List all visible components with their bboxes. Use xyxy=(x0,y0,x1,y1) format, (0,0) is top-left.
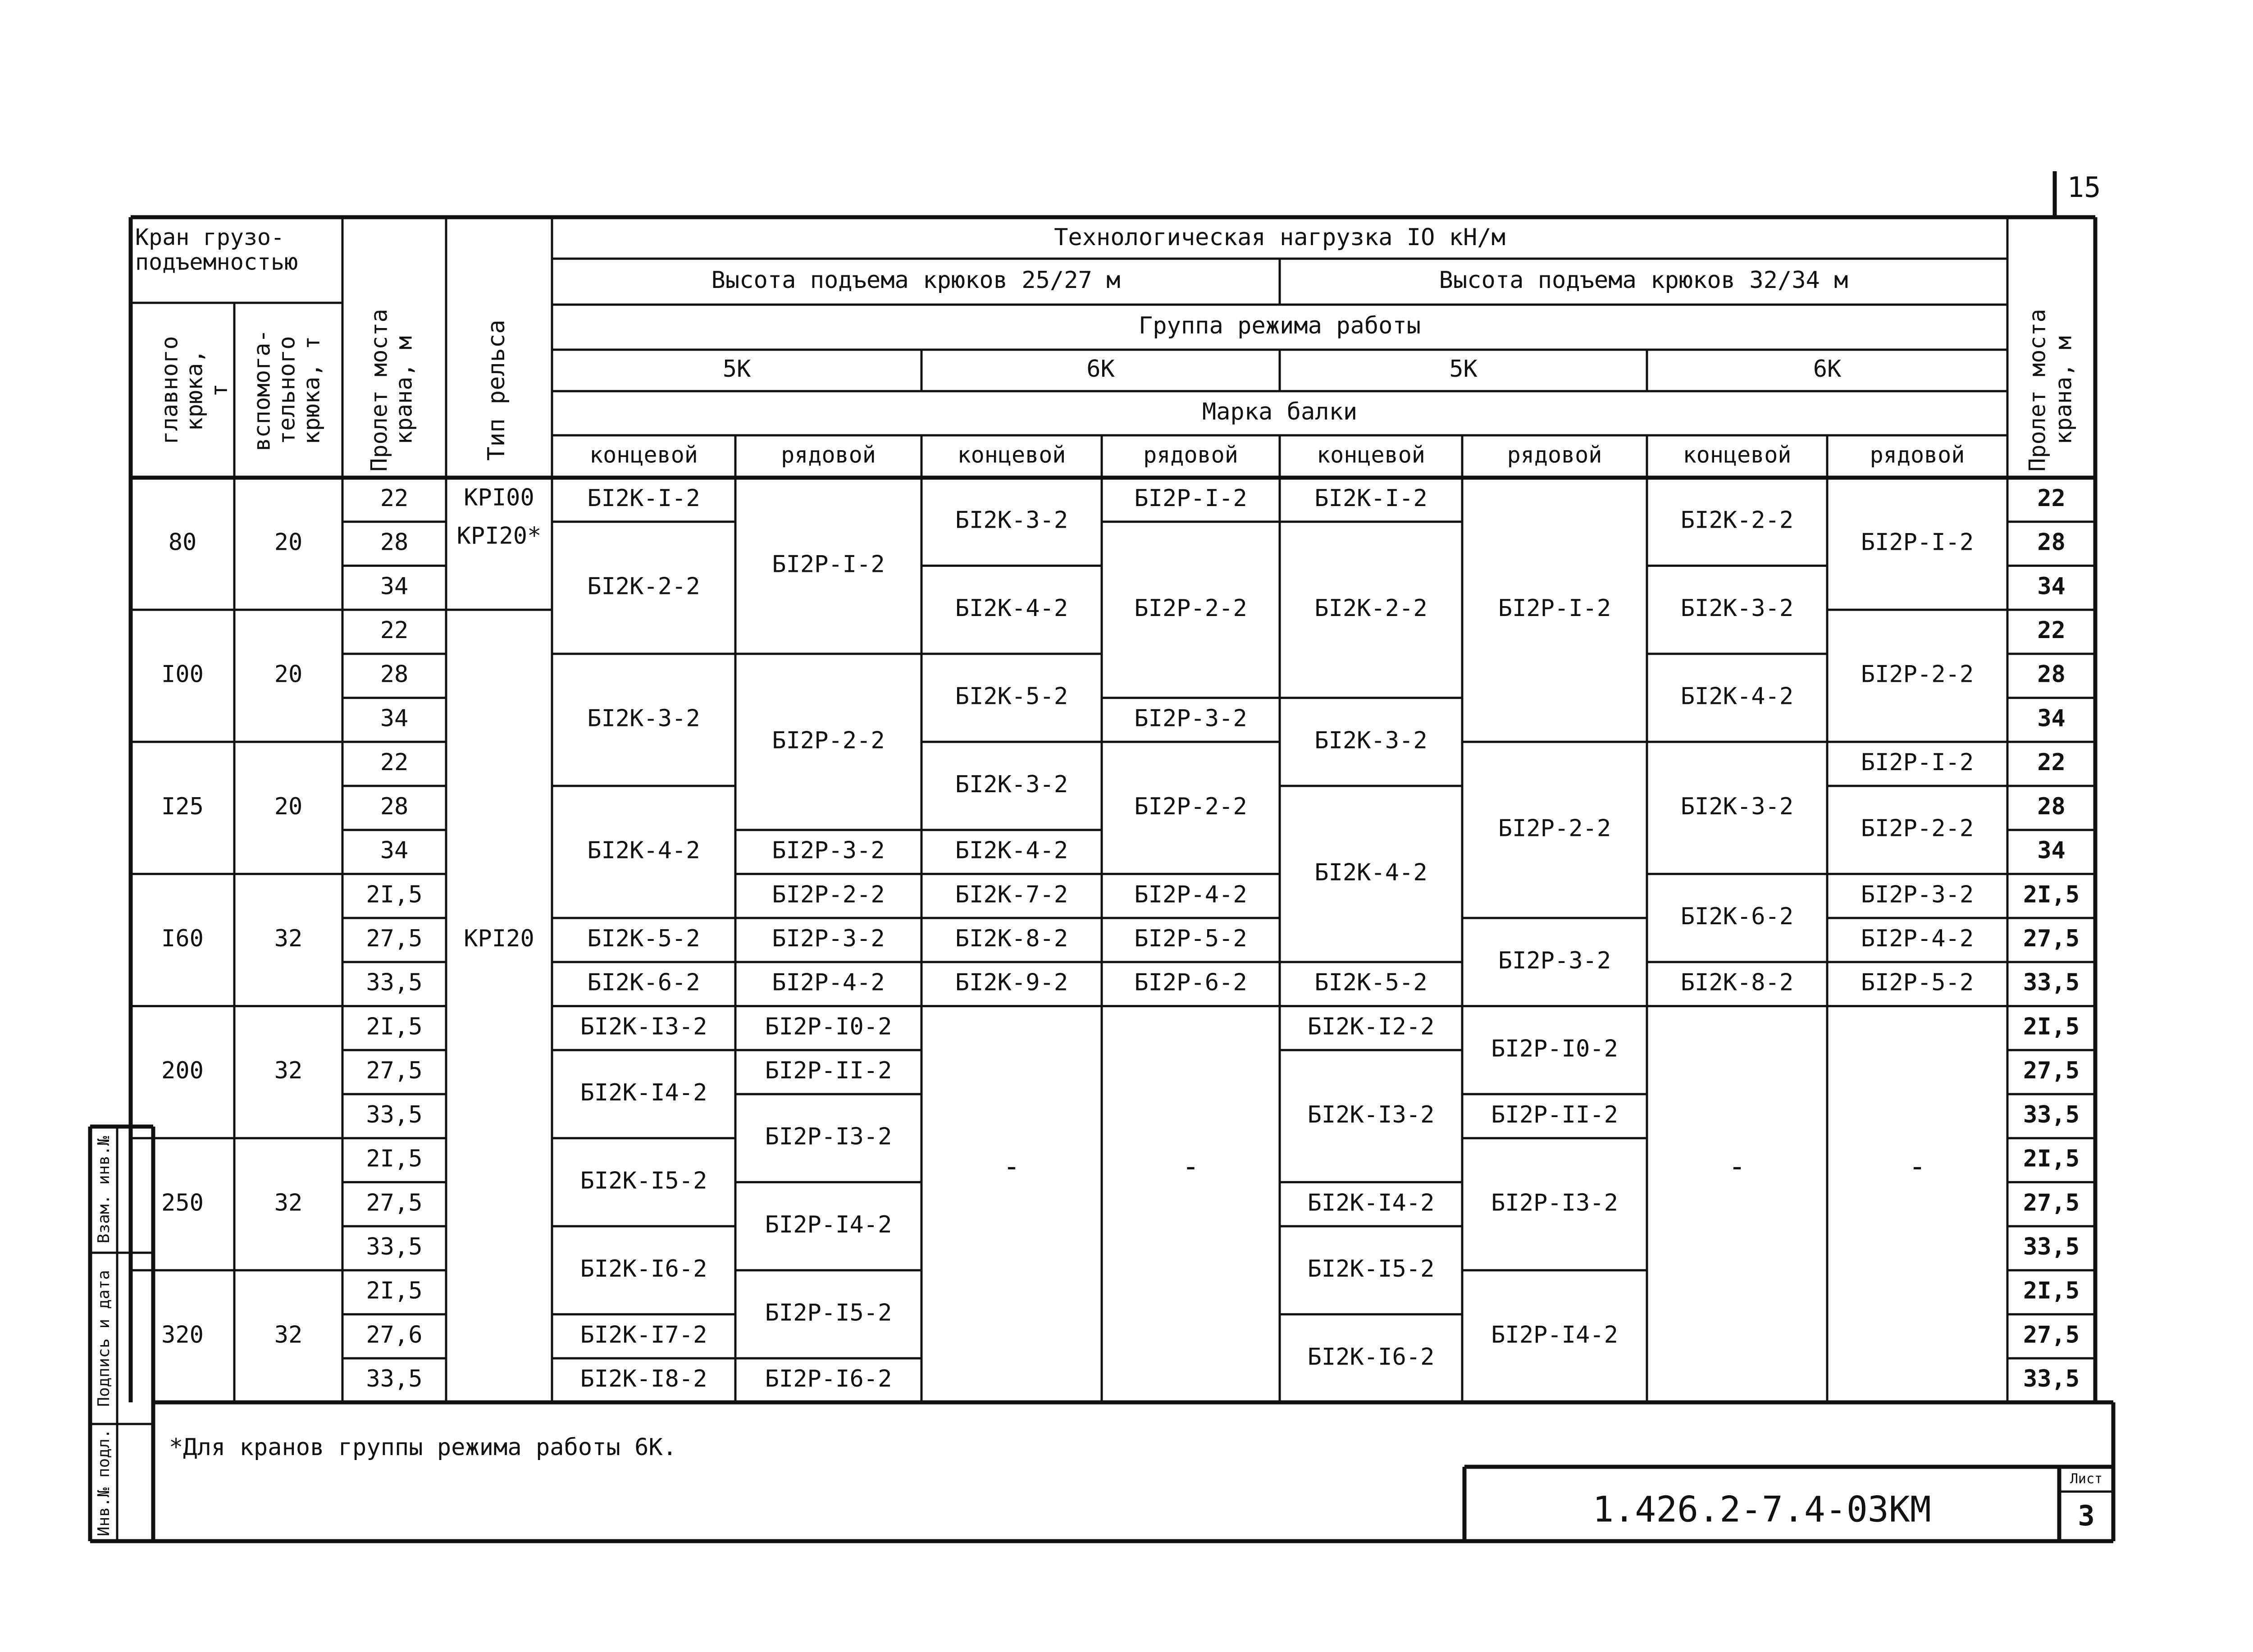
side-stamp-inv: Инв.№ подл. xyxy=(95,1428,113,1537)
aux-hook-value: 20 xyxy=(274,793,303,820)
beam-type-label: концевой xyxy=(1683,442,1792,468)
span-right-value: 34 xyxy=(2037,837,2066,864)
span-right-value: 28 xyxy=(2037,529,2066,556)
span-right-value: 28 xyxy=(2037,793,2066,820)
beam-mark-value: БI2Р-5-2 xyxy=(1134,925,1247,952)
span-value: 34 xyxy=(380,837,409,864)
main-hook-value: I00 xyxy=(161,661,204,688)
beam-type-label: концевой xyxy=(1317,442,1425,468)
beam-mark-value: БI2К-3-2 xyxy=(955,771,1068,798)
span-right-value: 2I,5 xyxy=(2023,1145,2080,1173)
beam-mark-value: БI2К-8-2 xyxy=(1680,969,1794,996)
sheet-number: 3 xyxy=(2078,1499,2095,1533)
beam-mark-value: БI2Р-I4-2 xyxy=(1491,1321,1618,1349)
beam-mark-value: БI2К-6-2 xyxy=(1680,903,1794,931)
duty-group-label: Группа режима работы xyxy=(1138,312,1421,339)
span-right-value: 33,5 xyxy=(2023,1233,2080,1260)
span-right-value: 22 xyxy=(2037,484,2066,512)
span-value: 2I,5 xyxy=(366,1277,423,1305)
span-value: 33,5 xyxy=(366,1365,423,1393)
beam-mark-value: БI2К-I5-2 xyxy=(580,1167,707,1195)
aux-hook-label: вспомога- xyxy=(249,329,275,452)
beam-mark-value: БI2К-I5-2 xyxy=(1307,1255,1435,1282)
span-value: 28 xyxy=(380,793,409,820)
beam-mark-value: БI2Р-2-2 xyxy=(772,881,885,908)
span-value: 27,5 xyxy=(366,1189,423,1217)
beam-mark-value: БI2К-4-2 xyxy=(1314,859,1428,886)
beam-mark-value: БI2Р-I3-2 xyxy=(765,1123,892,1150)
beam-mark-value: БI2К-4-2 xyxy=(955,595,1068,622)
beam-mark-value: БI2К-5-2 xyxy=(1314,969,1428,996)
beam-mark-value: БI2Р-2-2 xyxy=(1134,793,1247,820)
rail-type-value: КРI00 xyxy=(464,484,534,511)
rail-type-value: КРI20* xyxy=(456,522,542,550)
beam-mark-value: БI2К-3-2 xyxy=(1680,793,1794,820)
beam-mark-value: БI2К-3-2 xyxy=(587,705,700,732)
main-hook-label: т xyxy=(206,383,233,397)
beam-type-label: рядовой xyxy=(781,442,876,468)
span-value: 22 xyxy=(380,617,409,644)
beam-mark-value: БI2Р-I-2 xyxy=(772,551,885,578)
beam-mark-value: БI2Р-3-2 xyxy=(1134,705,1247,732)
beam-mark-value: БI2Р-5-2 xyxy=(1861,969,1974,996)
beam-mark-value: БI2Р-4-2 xyxy=(1134,881,1247,908)
beam-mark-value: БI2К-6-2 xyxy=(587,969,700,996)
span-value: 2I,5 xyxy=(366,1013,423,1040)
main-hook-value: 320 xyxy=(161,1321,204,1349)
span-right-value: 2I,5 xyxy=(2023,1013,2080,1040)
span-value: 27,6 xyxy=(366,1321,423,1349)
footnote: *Для кранов группы режима работы 6К. xyxy=(169,1434,677,1461)
span-right-label: Пролет моста xyxy=(2024,309,2051,472)
beam-mark-value: БI2Р-I-2 xyxy=(1861,529,1974,556)
beam-type-label: рядовой xyxy=(1507,442,1602,468)
beam-mark-value: БI2Р-II-2 xyxy=(1491,1101,1618,1128)
beam-mark-value: БI2К-9-2 xyxy=(955,969,1068,996)
beam-mark-value: БI2Р-II-2 xyxy=(765,1057,892,1085)
beam-mark-value: БI2К-I6-2 xyxy=(580,1255,707,1282)
side-stamp-replace: Взам. инв.№ xyxy=(95,1136,113,1244)
span-right-value: 27,5 xyxy=(2023,1057,2080,1085)
span-value: 28 xyxy=(380,529,409,556)
span-value: 2I,5 xyxy=(366,1145,423,1173)
beam-mark-value: БI2К-4-2 xyxy=(955,837,1068,864)
beam-mark-value: БI2Р-2-2 xyxy=(1861,815,1974,842)
document-code: 1.426.2-7.4-03КМ xyxy=(1592,1489,1931,1530)
rail-type-label: Тип рельса xyxy=(483,319,510,461)
span-right-value: 27,5 xyxy=(2023,1189,2080,1217)
span-value: 22 xyxy=(380,484,409,512)
span-right-label: крана, м xyxy=(2050,336,2077,445)
span-value: 34 xyxy=(380,573,409,600)
aux-hook-value: 32 xyxy=(274,1189,303,1217)
span-value: 28 xyxy=(380,661,409,688)
duty-group-value: 5К xyxy=(1449,356,1478,383)
beam-mark-value: БI2Р-3-2 xyxy=(1861,881,1974,908)
beam-mark-value: БI2К-I3-2 xyxy=(1307,1101,1435,1128)
span-value: 34 xyxy=(380,705,409,732)
aux-hook-label: крюка, т xyxy=(298,336,325,445)
beam-mark-value: БI2Р-2-2 xyxy=(1498,815,1611,842)
beam-mark-value: БI2К-I6-2 xyxy=(1307,1343,1435,1371)
side-stamp-sign: Подпись и дата xyxy=(95,1270,113,1407)
empty-cell-dash: - xyxy=(1728,1150,1746,1183)
beam-mark-value: БI2Р-6-2 xyxy=(1134,969,1247,996)
main-hook-value: I25 xyxy=(161,793,204,820)
span-right-value: 2I,5 xyxy=(2023,881,2080,908)
beam-mark-value: БI2Р-I-2 xyxy=(1861,749,1974,776)
empty-cell-dash: - xyxy=(1182,1150,1199,1183)
beam-mark-value: БI2Р-3-2 xyxy=(772,925,885,952)
span-right-value: 34 xyxy=(2037,705,2066,732)
beam-type-label: концевой xyxy=(589,442,698,468)
beam-mark-value: БI2К-4-2 xyxy=(1680,683,1794,710)
beam-mark-value: БI2К-5-2 xyxy=(955,683,1068,710)
beam-type-label: рядовой xyxy=(1143,442,1238,468)
beam-mark-value: БI2Р-I0-2 xyxy=(1491,1035,1618,1063)
beam-mark-value: БI2Р-4-2 xyxy=(1861,925,1974,952)
beam-mark-value: БI2Р-I0-2 xyxy=(765,1013,892,1040)
aux-hook-value: 32 xyxy=(274,1057,303,1085)
height-a-label: Высота подъема крюков 25/27 м xyxy=(711,267,1121,294)
span-value: 33,5 xyxy=(366,1101,423,1128)
main-hook-value: 80 xyxy=(168,529,197,556)
beam-mark-value: БI2К-I8-2 xyxy=(580,1365,707,1393)
rail-type-value: КРI20 xyxy=(464,925,534,952)
beam-mark-value: БI2К-I7-2 xyxy=(580,1321,707,1349)
beam-mark-value: БI2К-3-2 xyxy=(1680,595,1794,622)
beam-mark-value: БI2Р-3-2 xyxy=(1498,947,1611,974)
beam-mark-value: БI2Р-I-2 xyxy=(1134,484,1247,512)
beam-mark-value: БI2К-I4-2 xyxy=(580,1079,707,1106)
aux-hook-value: 20 xyxy=(274,529,303,556)
beam-mark-label: Марка балки xyxy=(1202,398,1358,425)
span-value: 27,5 xyxy=(366,1057,423,1085)
crane-capacity-label: Кран грузо- xyxy=(135,224,285,251)
beam-mark-value: БI2К-7-2 xyxy=(955,881,1068,908)
main-hook-value: I60 xyxy=(161,925,204,952)
beam-mark-value: БI2К-3-2 xyxy=(1314,727,1428,754)
beam-mark-value: БI2К-4-2 xyxy=(587,837,700,864)
duty-group-value: 5К xyxy=(722,356,751,383)
beam-mark-value: БI2К-2-2 xyxy=(587,573,700,600)
duty-group-value: 6К xyxy=(1086,356,1115,383)
beam-mark-value: БI2Р-I5-2 xyxy=(765,1299,892,1327)
table-header xyxy=(131,217,2095,478)
aux-hook-label: тельного xyxy=(274,336,300,445)
height-b-label: Высота подъема крюков 32/34 м xyxy=(1439,267,1848,294)
beam-type-label: концевой xyxy=(957,442,1066,468)
span-value: 33,5 xyxy=(366,969,423,996)
span-value: 33,5 xyxy=(366,1233,423,1260)
beam-mark-value: БI2К-3-2 xyxy=(955,507,1068,534)
span-value: 27,5 xyxy=(366,925,423,952)
beam-mark-value: БI2Р-2-2 xyxy=(772,727,885,754)
beam-mark-value: БI2К-I-2 xyxy=(587,484,700,512)
beam-mark-value: БI2К-I4-2 xyxy=(1307,1189,1435,1217)
beam-mark-value: БI2Р-3-2 xyxy=(772,837,885,864)
beam-mark-value: БI2Р-2-2 xyxy=(1134,595,1247,622)
main-hook-value: 200 xyxy=(161,1057,204,1085)
beam-mark-value: БI2Р-I4-2 xyxy=(765,1211,892,1239)
crane-capacity-label: подъемностью xyxy=(135,249,298,275)
aux-hook-value: 20 xyxy=(274,661,303,688)
span-right-value: 22 xyxy=(2037,617,2066,644)
main-hook-value: 250 xyxy=(161,1189,204,1217)
span-label: крана, м xyxy=(391,336,417,445)
duty-group-value: 6К xyxy=(1813,356,1842,383)
beam-mark-value: БI2Р-2-2 xyxy=(1861,661,1974,688)
empty-cell-dash: - xyxy=(1003,1150,1021,1183)
span-right-value: 34 xyxy=(2037,573,2066,600)
span-right-value: 22 xyxy=(2037,749,2066,776)
beam-mark-value: БI2К-2-2 xyxy=(1680,507,1794,534)
span-label: Пролет моста xyxy=(366,309,392,472)
beam-mark-value: БI2К-5-2 xyxy=(587,925,700,952)
span-value: 22 xyxy=(380,749,409,776)
span-value: 2I,5 xyxy=(366,881,423,908)
span-right-value: 33,5 xyxy=(2023,1101,2080,1128)
beam-mark-value: БI2К-I-2 xyxy=(1314,484,1428,512)
beam-mark-value: БI2Р-I3-2 xyxy=(1491,1189,1618,1217)
empty-cell-dash: - xyxy=(1908,1150,1926,1183)
beam-mark-value: БI2К-2-2 xyxy=(1314,595,1428,622)
beam-mark-value: БI2Р-I-2 xyxy=(1498,595,1611,622)
beam-type-label: рядовой xyxy=(1870,442,1965,468)
span-right-value: 28 xyxy=(2037,661,2066,688)
beam-mark-value: БI2Р-4-2 xyxy=(772,969,885,996)
beam-mark-value: БI2Р-I6-2 xyxy=(765,1365,892,1393)
sheet-label: Лист xyxy=(2070,1471,2103,1487)
aux-hook-value: 32 xyxy=(274,925,303,952)
span-right-value: 33,5 xyxy=(2023,1365,2080,1393)
tech-load-label: Технологическая нагрузка IO кН/м xyxy=(1054,224,1505,251)
main-hook-label: главного xyxy=(156,336,183,445)
span-right-value: 2I,5 xyxy=(2023,1277,2080,1305)
table-body xyxy=(131,478,2095,1402)
page-number: 15 xyxy=(2067,171,2101,204)
span-right-value: 27,5 xyxy=(2023,925,2080,952)
beam-mark-value: БI2К-8-2 xyxy=(955,925,1068,952)
beam-mark-value: БI2К-I3-2 xyxy=(580,1013,707,1040)
aux-hook-value: 32 xyxy=(274,1321,303,1349)
span-right-value: 27,5 xyxy=(2023,1321,2080,1349)
beam-mark-value: БI2К-I2-2 xyxy=(1307,1013,1435,1040)
main-hook-label: крюка, xyxy=(181,349,208,431)
span-right-value: 33,5 xyxy=(2023,969,2080,996)
